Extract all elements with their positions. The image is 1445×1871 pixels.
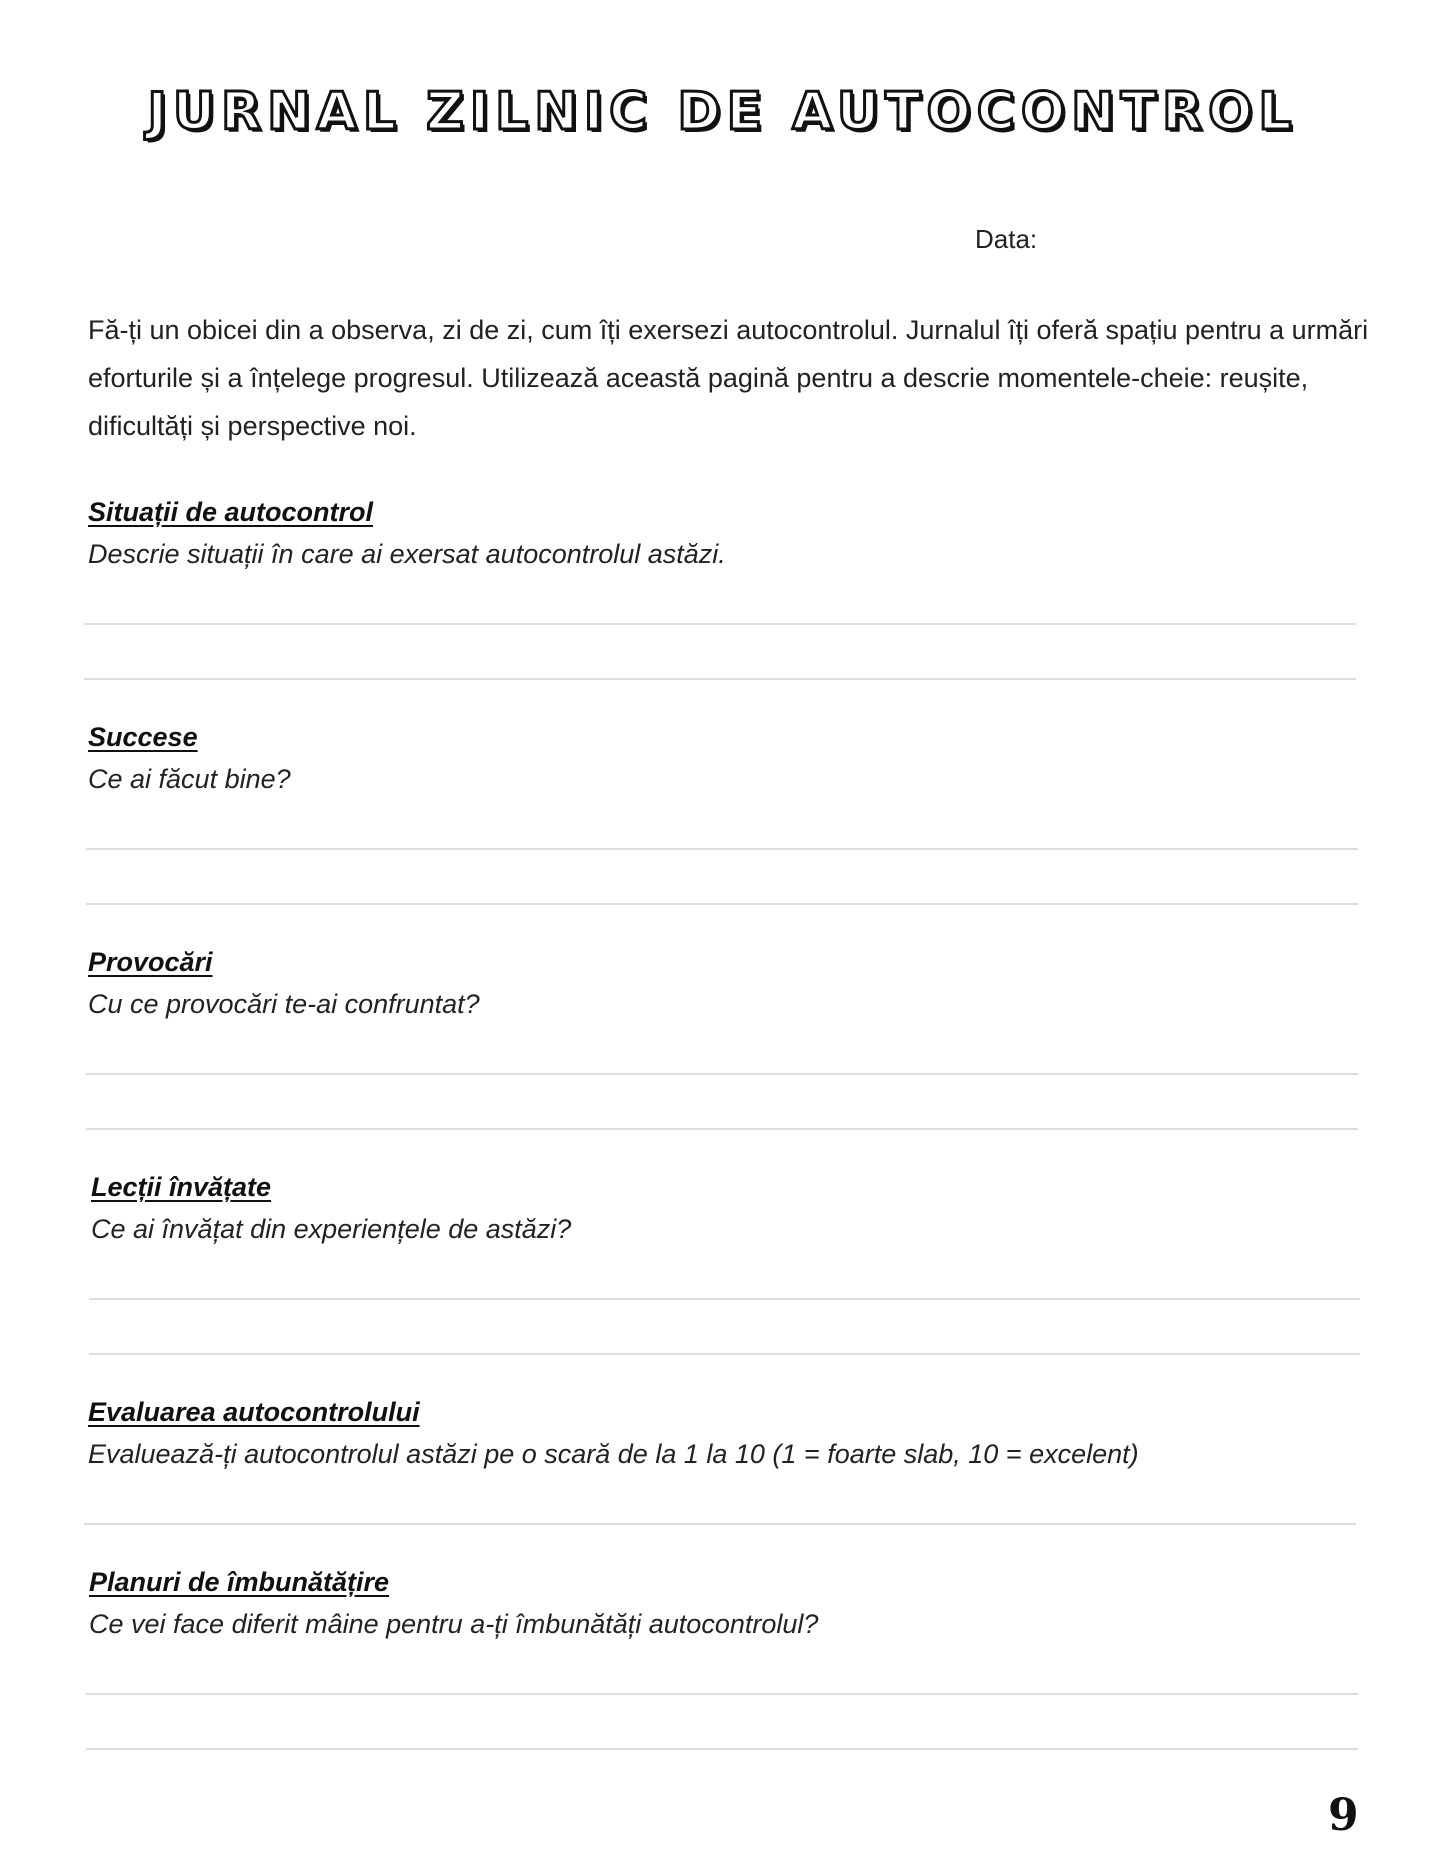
section-situations [88, 492, 726, 576]
section-title: Planuri de îmbunătățire [89, 1567, 390, 1597]
writing-line[interactable] [86, 1748, 1358, 1750]
page-number: 9 [1328, 1790, 1359, 1841]
writing-line[interactable] [86, 1693, 1358, 1695]
writing-line[interactable] [84, 1523, 1356, 1525]
section-prompt: Ce vei face diferit mâine pentru a-ți îmbunătăți autocontrolul? [89, 1609, 819, 1639]
section-prompt: Evaluează-ți autocontrolul astăzi pe o scară de la 1 la 10 (1 = foarte slab, 10 = excelent) [88, 1439, 1139, 1469]
section-challenges [88, 942, 480, 1026]
section-improvement-plans [89, 1562, 818, 1646]
section-title: Situații de autocontrol [88, 497, 374, 527]
section-title: Evaluarea autocontrolului [88, 1397, 420, 1427]
section-prompt: Ce ai făcut bine? [88, 764, 291, 794]
section-prompt: Cu ce provocări te-ai confruntat? [88, 989, 480, 1019]
section-title: Lecții învățate [91, 1172, 272, 1202]
writing-line[interactable] [89, 1353, 1360, 1355]
section-title: Provocări [88, 947, 213, 977]
writing-line[interactable] [86, 1128, 1358, 1130]
writing-line[interactable] [86, 903, 1358, 905]
writing-line[interactable] [89, 1298, 1360, 1300]
page-title: JURNAL ZILNIC DE AUTOCONTROL [147, 82, 1298, 142]
section-title: Succese [88, 722, 198, 752]
section-successes [88, 717, 291, 801]
section-rating [88, 1392, 1139, 1476]
section-prompt: Descrie situații în care ai exersat autocontrolul astăzi. [88, 539, 726, 569]
section-prompt: Ce ai învățat din experiențele de astăzi? [91, 1214, 572, 1244]
intro-paragraph: Fă-ți un obicei din a observa, zi de zi, cum îți exersezi autocontrolul. Jurnalul îți oferă spațiu pentru a urmări eforturile și a înțelege progresul. Utilizează această pagină pentru a descrie momentele-cheie: reușite, dificultăți și perspective noi. [88, 315, 1369, 441]
writing-line[interactable] [86, 848, 1358, 850]
writing-line[interactable] [84, 623, 1356, 625]
writing-line[interactable] [84, 678, 1356, 680]
section-lessons [91, 1167, 571, 1251]
writing-line[interactable] [86, 1073, 1358, 1075]
date-label: Data: [975, 224, 1038, 254]
